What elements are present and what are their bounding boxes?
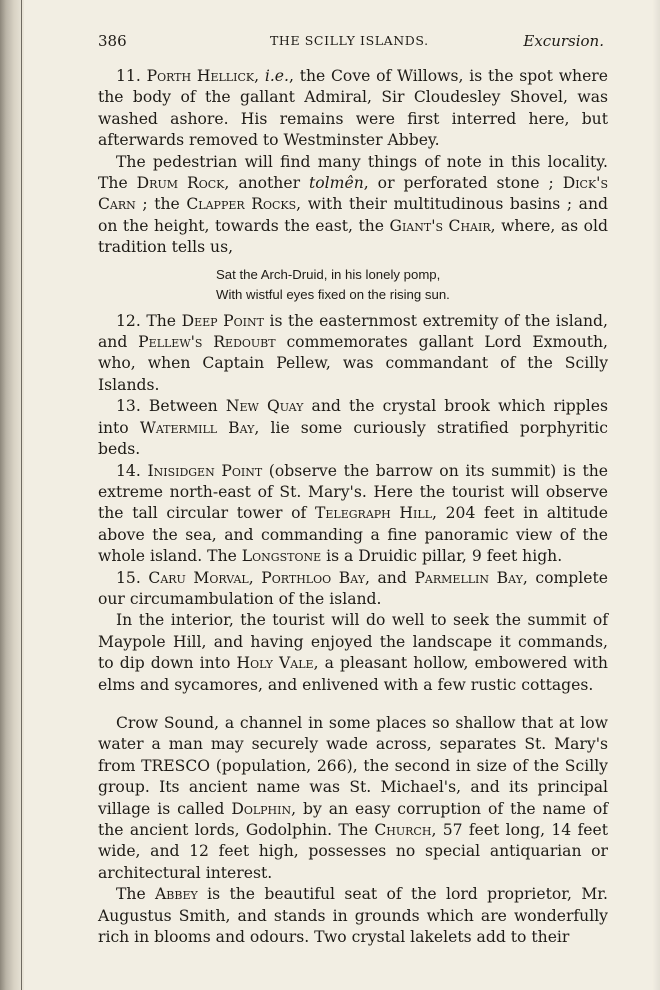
text-run: , bbox=[254, 67, 265, 85]
place-name: Telegraph Hill bbox=[314, 504, 432, 523]
place-name: Dick's Carn bbox=[98, 174, 609, 214]
place-name: Pellew's Redoubt bbox=[138, 333, 276, 352]
place-name: Abbey bbox=[155, 885, 198, 904]
verse-quotation bbox=[216, 265, 608, 305]
paragraph-deep-point bbox=[98, 311, 608, 397]
running-title: THE SCILLY ISLANDS. bbox=[270, 33, 429, 48]
text-run: , bbox=[248, 568, 262, 587]
text-run: , complete our circumambulation of the island. bbox=[98, 568, 608, 608]
text-run: , and bbox=[364, 568, 415, 587]
place-name: Giant's Chair bbox=[389, 216, 491, 235]
place-name: Caru Morval bbox=[148, 568, 249, 587]
text-run: , 204 feet in altitude above the sea, and commanding a fine panoramic view of the whole island. The bbox=[98, 504, 608, 566]
place-name: Holy Vale bbox=[236, 654, 314, 673]
verse-line: Sat the Arch-Druid, in his lonely pomp, bbox=[216, 266, 441, 282]
body-text bbox=[98, 66, 608, 948]
place-name: Dolphin bbox=[231, 799, 292, 818]
page-edge-shadow bbox=[652, 0, 660, 990]
text-run: , where, as old tradition tells us, bbox=[98, 216, 608, 257]
page-number: 386 bbox=[98, 32, 127, 50]
text-run: 11. bbox=[116, 67, 147, 85]
place-name: Deep Point bbox=[181, 311, 264, 330]
text-run: (observe the barrow on its summit) is the extreme north-east of St. Mary's. Here the tourist will observe the tall circular tower of bbox=[98, 461, 608, 523]
place-name: Clapper Rocks bbox=[186, 195, 297, 214]
paragraph-pedestrian bbox=[98, 152, 608, 259]
text-run: ; the bbox=[135, 195, 187, 214]
text-run: 12. The bbox=[116, 311, 182, 330]
text-run: 14. bbox=[116, 461, 148, 480]
text-run: , or perforated stone ; bbox=[363, 174, 563, 193]
paragraph-interior bbox=[98, 610, 608, 696]
text-run: is a Druidic pillar, 9 feet high. bbox=[321, 547, 563, 566]
text-run: , the Cove of Willows, is the spot where the body of the gallant Admiral, Sir Cloudesley Shovel, was washed ashore. His remains were first interred here, but afterwards removed to Westminster Abbey. bbox=[98, 67, 608, 150]
place-name: Church bbox=[374, 821, 432, 839]
text-run: The bbox=[116, 885, 156, 904]
text-run: 13. Between bbox=[116, 397, 226, 416]
place-name: Longstone bbox=[241, 547, 322, 566]
place-name: Parmellin Bay bbox=[414, 568, 523, 587]
paragraph-porth-hellick bbox=[98, 66, 608, 152]
text-run: 15. bbox=[116, 568, 149, 587]
text-run: , a pleasant hollow, embowered with elms and sycamores, and enlivened with a few rustic cottages. bbox=[98, 654, 608, 694]
text-run: , lie some curiously stratified porphyritic beds. bbox=[98, 418, 608, 459]
text-run: is the beautiful seat of the lord proprietor, Mr. Augustus Smith, and stands in grounds which are wonderfully rich in blooms and odours. Two crystal lakelets add to their bbox=[98, 885, 608, 947]
paragraph-new-quay bbox=[98, 396, 608, 460]
place-name: Drum Rock bbox=[136, 174, 225, 193]
text-run: and the crystal brook which ripples into bbox=[98, 397, 608, 437]
page-gutter-line bbox=[21, 0, 22, 990]
place-name: Porth Hellick bbox=[146, 67, 255, 85]
running-header bbox=[98, 32, 604, 56]
place-name: New Quay bbox=[225, 397, 304, 416]
paragraph-caru-morval bbox=[98, 568, 608, 611]
text-run: The pedestrian will find many things of note in this locality. The bbox=[98, 152, 608, 193]
italic-text: i.e. bbox=[264, 67, 289, 85]
text-run: , by an easy corruption of the name of the ancient lords, Godolphin. The bbox=[98, 799, 608, 839]
verse-line: With wistful eyes fixed on the rising sun. bbox=[216, 286, 450, 302]
text-run: In the interior, the tourist will do well to seek the summit of Maypole Hill, and having enjoyed the landscape it commands, to dip down into bbox=[98, 611, 608, 673]
italic-text: tolmên bbox=[309, 174, 364, 193]
text-run: , another bbox=[224, 174, 310, 193]
section-gap bbox=[98, 696, 608, 713]
text-run: , with their multitudinous basins ; and on the height, towards the east, the bbox=[98, 195, 608, 235]
place-name: Porthloo Bay bbox=[261, 568, 365, 587]
text-run: , 57 feet long, 14 feet wide, and 12 feet high, possesses no special antiquarian or architectural interest. bbox=[98, 821, 608, 882]
paragraph-crow-sound bbox=[98, 713, 608, 884]
paragraph-inisidgen-point bbox=[98, 461, 608, 568]
text-run: is the easternmost extremity of the island, and bbox=[98, 311, 608, 352]
section-label: Excursion. bbox=[523, 32, 604, 50]
place-name: Watermill Bay bbox=[139, 418, 255, 437]
place-name: Inisidgen Point bbox=[147, 461, 263, 480]
text-run: commemorates gallant Lord Exmouth, who, when Captain Pellew, was commandant of the Scilly Islands. bbox=[98, 333, 609, 394]
text-run: Crow Sound, a channel in some places so shallow that at low water a man may securely wade across, separates St. Mary's from TRESCO (population, 266), the second in size of the Scilly group. Its ancient name was St. Michael's, and its principal village is called bbox=[98, 713, 608, 818]
paragraph-abbey bbox=[98, 884, 608, 948]
